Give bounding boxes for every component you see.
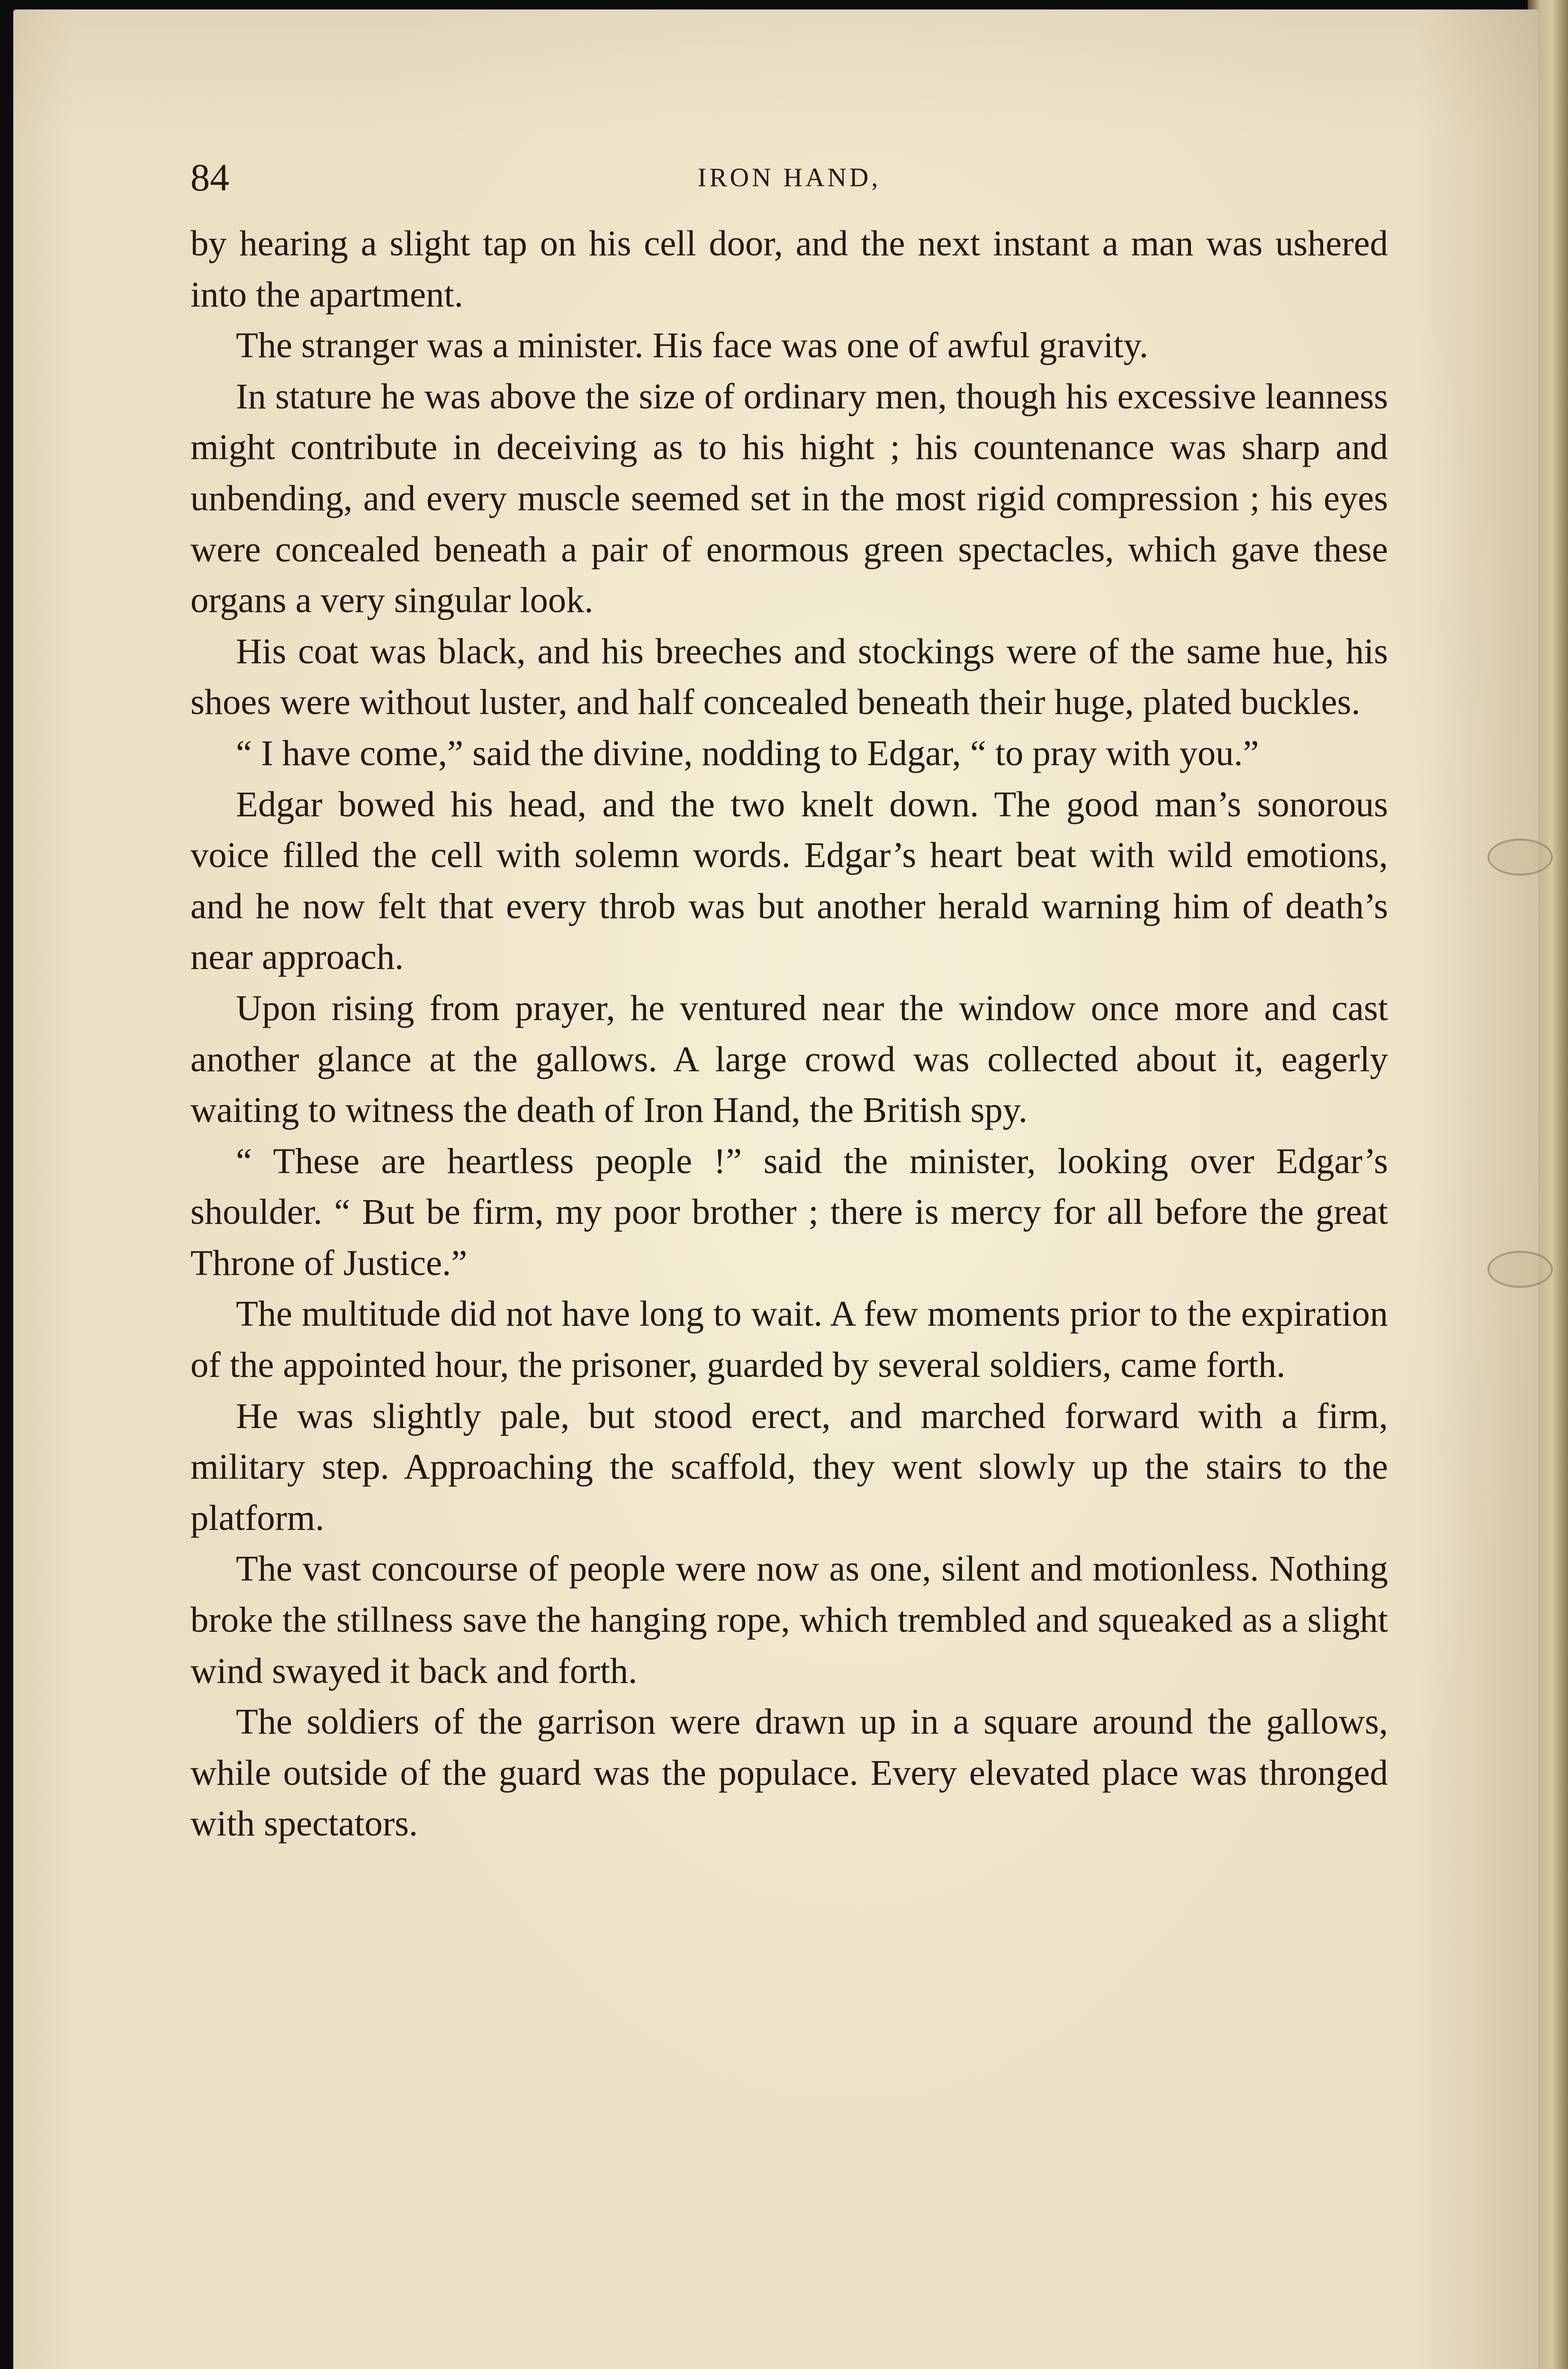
paragraph: In stature he was above the size of ordinary men, though his excessive leanness might contribute in deceiving as to his hight ; his countenance was sharp and unbending, and every muscle seemed set in the most rigid compression ; his eyes were concealed beneath a pair of enormous green spectacles, which gave these organs a very singular look. — [190, 376, 1388, 621]
paragraph: His coat was black, and his breeches and stockings were of the same hue, his shoes were without luster, and half concealed beneath their huge, plated buckles. — [190, 631, 1388, 723]
text-block — [190, 152, 1388, 1849]
paragraph: Upon rising from prayer, he ventured near the window once more and cast another glance at the gallows. A large crowd was collected about it, eagerly waiting to witness the death of Iron Hand, the British spy. — [190, 987, 1388, 1130]
body-text — [190, 218, 1388, 1849]
binding-stitch — [1487, 1251, 1553, 1288]
page-number: 84 — [190, 156, 229, 199]
running-head: IRON HAND, — [697, 163, 881, 192]
paragraph: The soldiers of the garrison were drawn up in a square around the gallows, while outside of the guard was the populace. Every elevated place was thronged with spectators. — [190, 1701, 1388, 1844]
paragraph: “ These are heartless people !” said the minister, looking over Edgar’s shoulder. “ But be firm, my poor brother ; there is mercy for all before the great Throne of Justice.” — [190, 1140, 1388, 1283]
paragraph: The stranger was a minister. His face was one of awful gravity. — [236, 325, 1149, 366]
paragraph: “ I have come,” said the divine, nodding to Edgar, “ to pray with you.” — [236, 732, 1259, 773]
paragraph: He was slightly pale, but stood erect, and marched forward with a firm, military step. Approaching the scaffold, they went slowly up the stairs to the platform. — [190, 1395, 1388, 1538]
paragraph: by hearing a slight tap on his cell door, and the next instant a man was ushered into the apartment. — [190, 223, 1388, 315]
paragraph: The vast concourse of people were now as one, silent and motionless. Nothing broke the stillness save the hanging rope, which trembled and squeaked as a slight wind swayed it back and forth. — [190, 1548, 1388, 1691]
paragraph: The multitude did not have long to wait. A few moments prior to the expiration of the appointed hour, the prisoner, guarded by several soldiers, came forth. — [190, 1293, 1388, 1385]
binding-stitch — [1487, 839, 1553, 876]
page-header — [190, 152, 1388, 204]
paragraph: Edgar bowed his head, and the two knelt down. The good man’s sonorous voice filled the cell with solemn words. Edgar’s heart beat with wild emotions, and he now felt that every throb was but another herald warning him of death’s near approach. — [190, 784, 1388, 977]
